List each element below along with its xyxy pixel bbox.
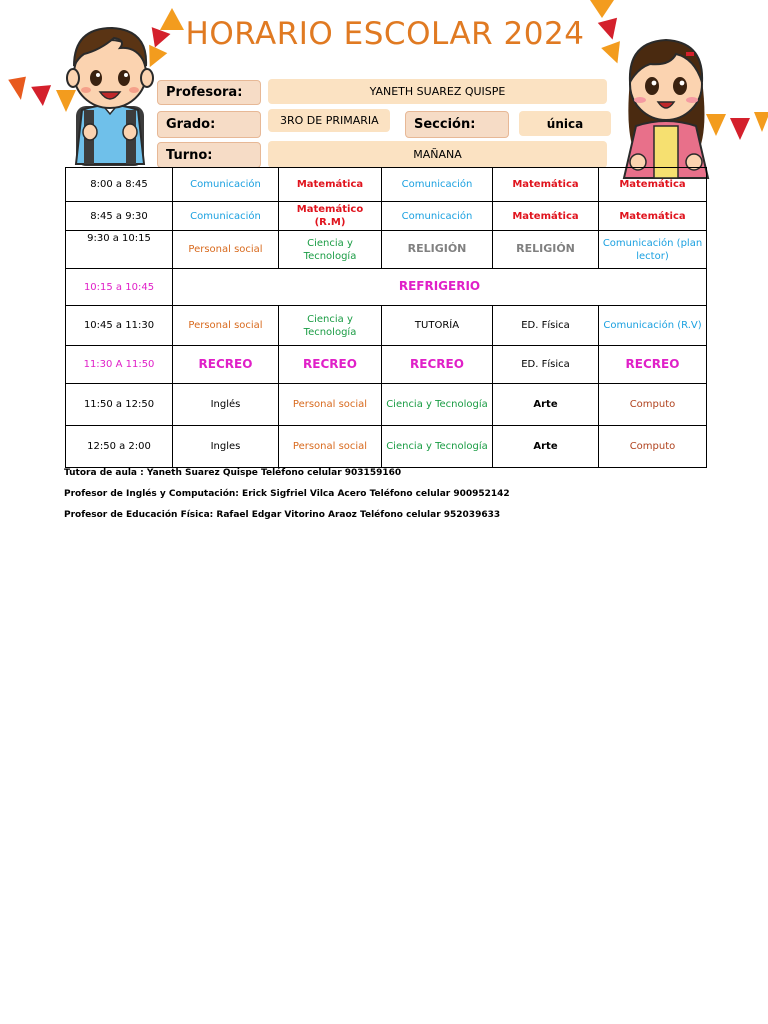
subject-cell: RELIGIÓN [493,231,599,269]
subject-cell: Comunicación [382,202,493,231]
time-cell: 11:30 A 11:50 [66,346,173,384]
subject-cell: Inglés [173,384,279,426]
time-cell: 12:50 a 2:00 [66,426,173,468]
profesora-value: YANETH SUAREZ QUISPE [268,79,607,104]
time-cell: 8:45 a 9:30 [66,202,173,231]
turno-value: MAÑANA [268,141,607,168]
time-cell: 10:45 a 11:30 [66,306,173,346]
subject-cell: Matemática [599,202,707,231]
subject-cell: Comunicación [173,168,279,202]
subject-cell: Computo [599,426,707,468]
turno-label: Turno: [157,142,261,168]
table-row [66,306,707,346]
subject-cell: Comunicación (plan lector) [599,231,707,269]
subject-cell: Personal social [173,306,279,346]
subject-cell: Comunicación [173,202,279,231]
table-row [66,269,707,306]
subject-cell: Ciencia y Tecnología [382,426,493,468]
subject-cell: ED. Física [493,306,599,346]
table-row [66,346,707,384]
grado-label: Grado: [157,111,261,138]
boy-student-illustration [60,14,160,168]
table-row [66,231,707,269]
table-row [66,168,707,202]
subject-cell: Matemática [599,168,707,202]
subject-cell: Personal social [173,231,279,269]
schedule-table [65,167,707,468]
seccion-value: única [519,111,611,136]
time-cell: 8:00 a 8:45 [66,168,173,202]
profesora-label: Profesora: [157,80,261,105]
subject-cell: Arte [493,426,599,468]
seccion-label: Sección: [405,111,509,138]
subject-cell: Matemática [279,168,382,202]
subject-cell: Ciencia y Tecnología [382,384,493,426]
time-cell: 11:50 a 12:50 [66,384,173,426]
footer-ingles: Profesor de Inglés y Computación: Erick Sigfriel Vilca Acero Teléfono celular 900952142 [64,489,510,499]
subject-cell: RECREO [279,346,382,384]
subject-cell: Ingles [173,426,279,468]
subject-cell: RECREO [173,346,279,384]
subject-cell: Comunicación [382,168,493,202]
footer-fisica: Profesor de Educación Física: Rafael Edgar Vitorino Araoz Teléfono celular 952039633 [64,510,501,520]
subject-cell: Computo [599,384,707,426]
subject-cell: TUTORÍA [382,306,493,346]
subject-cell: Matemática [493,202,599,231]
subject-cell: Ciencia y Tecnología [279,231,382,269]
subject-cell: ED. Física [493,346,599,384]
subject-cell: Ciencia y Tecnología [279,306,382,346]
page-title: HORARIO ESCOLAR 2024 [185,16,585,52]
subject-cell: RECREO [599,346,707,384]
subject-cell: Comunicación (R.V) [599,306,707,346]
subject-cell: Personal social [279,384,382,426]
subject-cell: Matemática [493,168,599,202]
girl-student-illustration [614,22,718,180]
table-row [66,384,707,426]
footer-tutora: Tutora de aula : Yaneth Suarez Quispe Teléfono celular 903159160 [64,468,402,478]
grado-value: 3RO DE PRIMARIA [268,109,390,132]
subject-cell: Matemático (R.M) [279,202,382,231]
table-row [66,426,707,468]
table-row [66,202,707,231]
subject-cell: Personal social [279,426,382,468]
time-cell: 9:30 a 10:15 [66,231,173,269]
time-cell: 10:15 a 10:45 [66,269,173,306]
subject-cell: Arte [493,384,599,426]
break-cell: REFRIGERIO [173,269,707,306]
subject-cell: RECREO [382,346,493,384]
subject-cell: RELIGIÓN [382,231,493,269]
